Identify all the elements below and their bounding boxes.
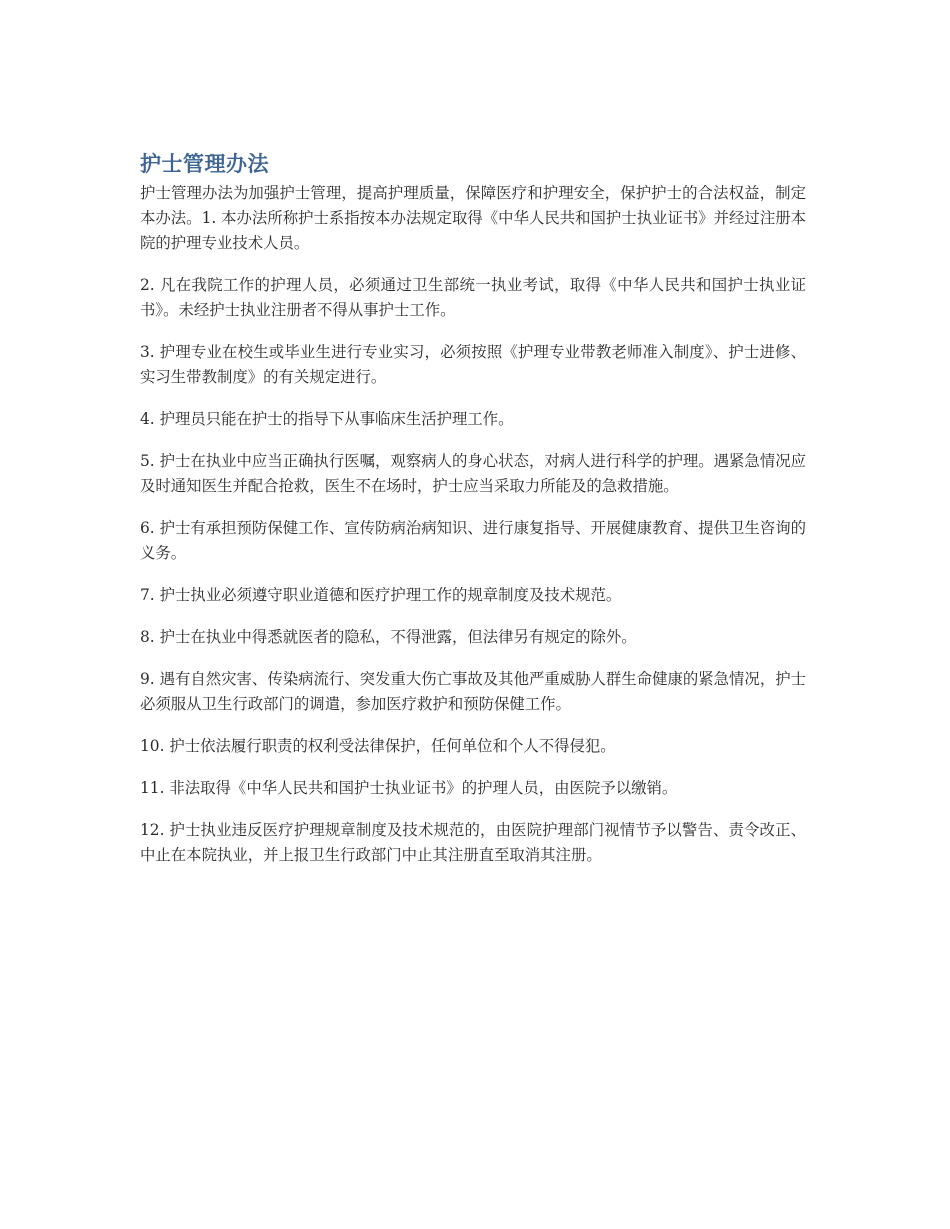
paragraph-item-8: 8. 护士在执业中得悉就医者的隐私，不得泄露，但法律另有规定的除外。 [140,628,637,646]
paragraph-item-5: 5. 护士在执业中应当正确执行医嘱，观察病人的身心状态，对病人进行科学的护理。遇紧急情况应及时通知医生并配合抢救，医生不在场时，护士应当采取力所能及的急救措施。 [140,452,806,495]
paragraph-item-10: 10. 护士依法履行职责的权利受法律保护，任何单位和个人不得侵犯。 [140,737,616,755]
paragraph-item-2: 2. 凡在我院工作的护理人员，必须通过卫生部统一执业考试，取得《中华人民共和国护士执业证书》。未经护士执业注册者不得从事护士工作。 [140,276,806,319]
paragraph-item-3: 3. 护理专业在校生或毕业生进行专业实习，必须按照《护理专业带教老师准入制度》、护士进修、实习生带教制度》的有关规定进行。 [140,343,806,386]
paragraph-item-12: 12. 护士执业违反医疗护理规章制度及技术规范的，由医院护理部门视情节予以警告、责令改正、中止在本院执业，并上报卫生行政部门中止其注册直至取消其注册。 [140,821,806,864]
paragraph-item-6: 6. 护士有承担预防保健工作、宣传防病治病知识、进行康复指导、开展健康教育、提供卫生咨询的义务。 [140,519,806,562]
paragraph-item-4: 4. 护理员只能在护士的指导下从事临床生活护理工作。 [140,410,514,428]
paragraph-item-7: 7. 护士执业必须遵守职业道德和医疗护理工作的规章制度及技术规范。 [140,586,622,604]
document-body [140,148,806,885]
paragraph-intro: 护士管理办法为加强护士管理，提高护理质量，保障医疗和护理安全，保护护士的合法权益，制定本办法。1. 本办法所称护士系指按本办法规定取得《中华人民共和国护士执业证书》并经过注册本院的护理专业技术人员。 [140,184,806,252]
paragraph-item-11: 11. 非法取得《中华人民共和国护士执业证书》的护理人员，由医院予以缴销。 [140,779,678,797]
document-title: 护士管理办法 [140,152,269,176]
paragraph-item-9: 9. 遇有自然灾害、传染病流行、突发重大伤亡事故及其他严重威胁人群生命健康的紧急情况，护士必须服从卫生行政部门的调遣，参加医疗救护和预防保健工作。 [140,670,806,713]
